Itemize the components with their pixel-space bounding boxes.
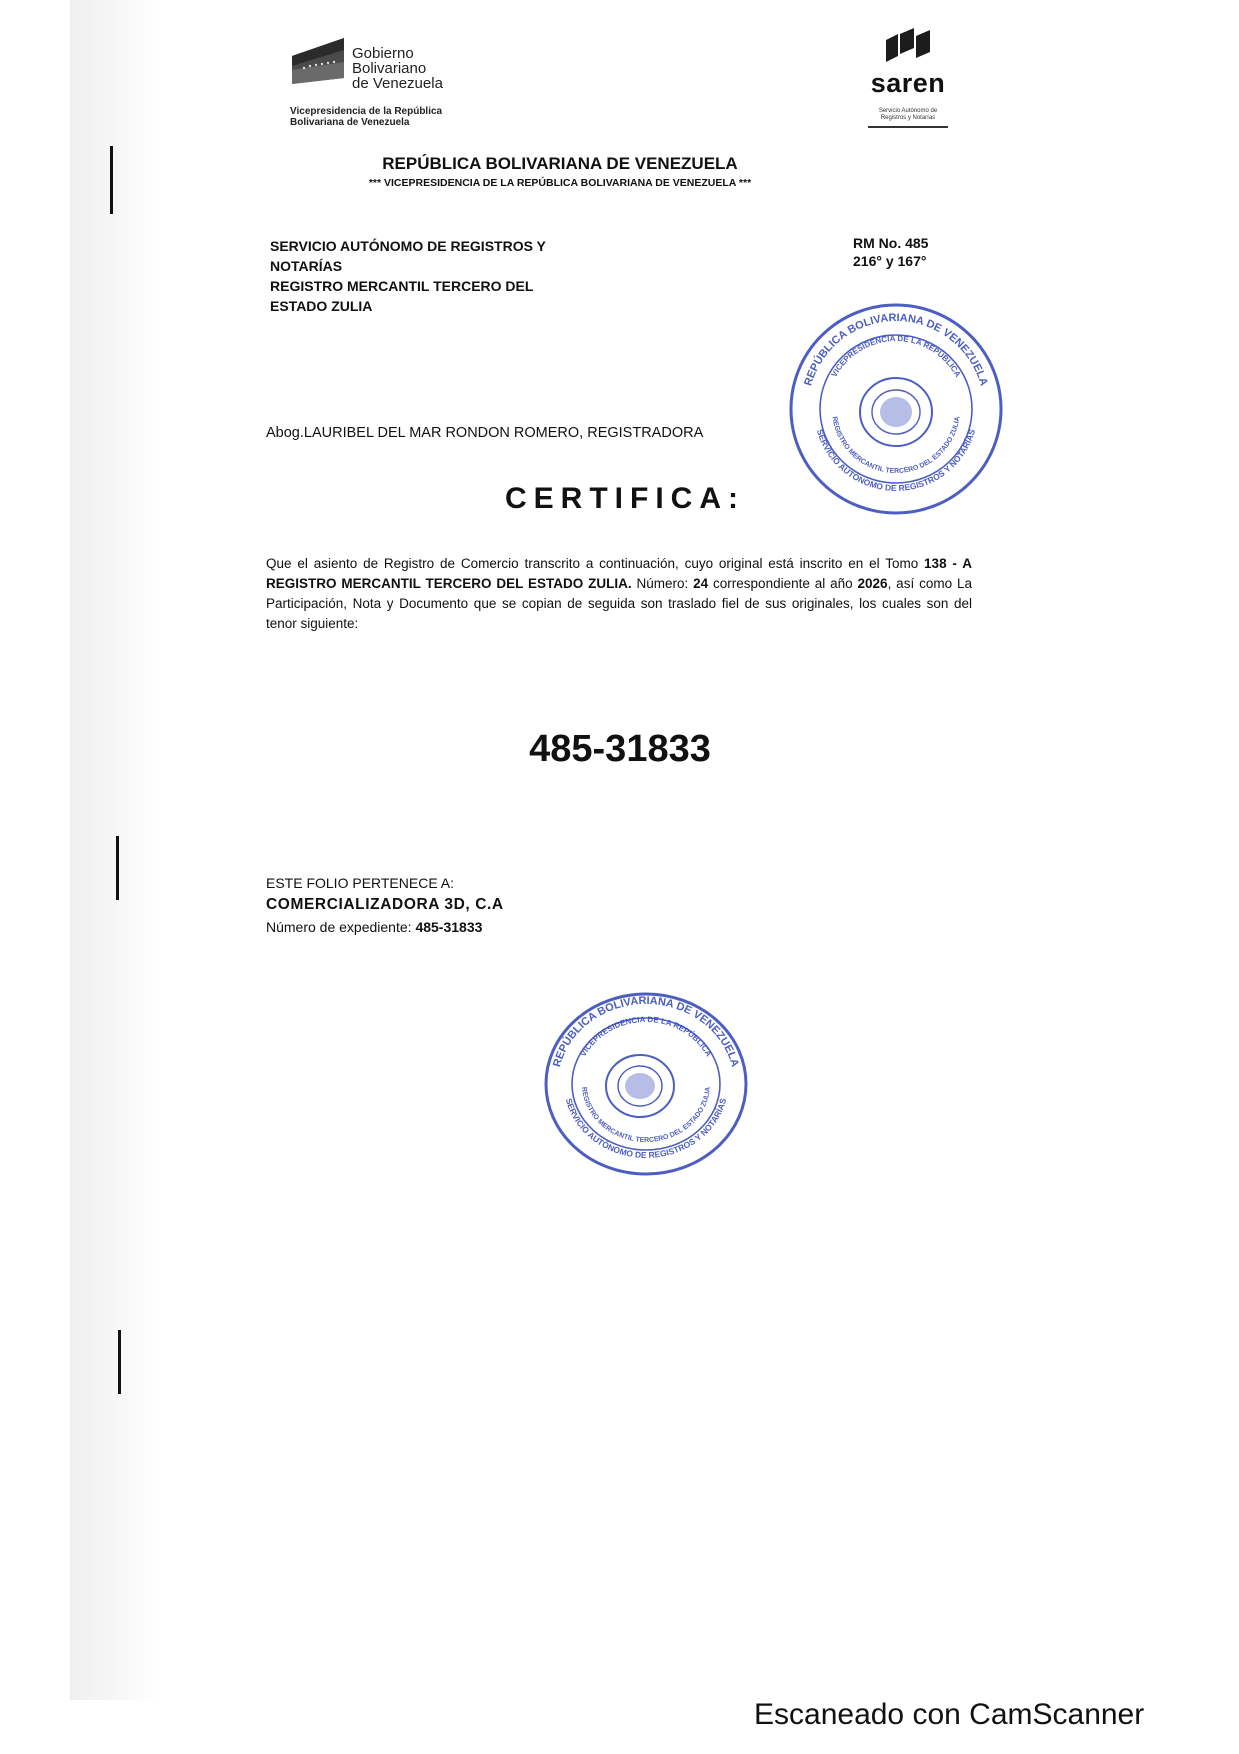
- paragraph-text: correspondiente al año: [708, 576, 858, 591]
- office-line: NOTARÍAS: [270, 258, 343, 274]
- binding-mark: [110, 146, 113, 214]
- seal-text-outer-bottom: SERVICIO AUTÓNOMO DE REGISTROS Y NOTARÍAS: [814, 428, 978, 494]
- office-line: REGISTRO MERCANTIL TERCERO DEL: [270, 278, 534, 294]
- vicepresidencia-logo-text: [290, 106, 442, 128]
- saren-logo-subtitle-line: Registros y Notarías: [880, 115, 936, 121]
- gobierno-logo-text: [352, 46, 443, 91]
- seal-text-outer-top: REPÚBLICA BOLIVARIANA DE VENEZUELA: [802, 311, 990, 388]
- saren-logo: [860, 26, 956, 136]
- seal-text-outer-top: REPÚBLICA BOLIVARIANA DE VENEZUELA: [551, 994, 741, 1069]
- registry-number: 24: [693, 576, 709, 591]
- saren-wordmark: saren: [870, 68, 946, 98]
- registry-year: 2026: [857, 576, 888, 591]
- rm-number: RM No. 485: [853, 235, 929, 251]
- seal-text-outer-bottom: SERVICIO AUTÓNOMO DE REGISTROS Y NOTARÍAS: [563, 1097, 729, 1161]
- certifica-heading: CERTIFICA:: [505, 482, 745, 515]
- flag-icon: [290, 34, 346, 88]
- registry-seal-stamp: [540, 988, 752, 1180]
- certification-paragraph: [266, 554, 972, 634]
- svg-text:VICEPRESIDENCIA DE LA REPÚBLIC: [579, 1015, 714, 1058]
- folio-block: [266, 872, 666, 938]
- reference-block: [853, 234, 963, 270]
- expediente-number: 485-31833: [415, 919, 483, 935]
- expediente-label: Número de expediente:: [266, 919, 416, 935]
- svg-text:REPÚBLICA BOLIVARIANA DE VENEZ: [551, 995, 741, 1068]
- folio-label: ESTE FOLIO PERTENECE A:: [266, 875, 455, 891]
- svg-text:REPÚBLICA BOLIVARIANA DE VENEZ: [802, 312, 989, 387]
- gobierno-logo-line: Gobierno: [352, 45, 414, 62]
- paragraph-text: , así como La Participación, Nota y Documento que se copian de seguida son traslado fiel de sus originales, los cuales son del tenor siguiente:: [266, 576, 972, 631]
- expediente-line: [266, 916, 666, 938]
- gobierno-logo-line: de Venezuela: [352, 75, 443, 92]
- republica-heading: REPÚBLICA BOLIVARIANA DE VENEZUELA: [382, 154, 738, 173]
- binding-mark: [118, 1330, 121, 1394]
- saren-logo-subtitle: [864, 108, 952, 122]
- file-number: 485-31833: [529, 728, 711, 770]
- svg-text:VICEPRESIDENCIA DE LA REPÚBLIC: [830, 334, 963, 379]
- gobierno-bolivariano-logo: [290, 26, 470, 134]
- office-line: ESTADO ZULIA: [270, 298, 373, 314]
- seal-text-inner-bottom: REGISTRO MERCANTIL TERCERO DEL ESTADO ZULIA: [830, 416, 962, 476]
- camscanner-watermark: Escaneado con CamScanner: [754, 1698, 1145, 1731]
- binding-mark: [116, 836, 119, 900]
- seal-text-inner-top: VICEPRESIDENCIA DE LA REPÚBLICA: [578, 1014, 714, 1059]
- saren-logo-subtitle-line: Servicio Autónomo de: [878, 108, 938, 114]
- seal-text-inner-top: VICEPRESIDENCIA DE LA REPÚBLICA: [829, 333, 963, 379]
- vicepresidencia-logo-line: Vicepresidencia de la República: [290, 106, 443, 117]
- company-name: COMERCIALIZADORA 3D, C.A: [266, 896, 504, 913]
- vicepresidencia-logo-line: Bolivariana de Venezuela: [290, 117, 410, 128]
- registrar-line: Abog.LAURIBEL DEL MAR RONDON ROMERO, REGISTRADORA: [266, 425, 704, 441]
- office-block: [270, 236, 630, 316]
- paragraph-text: Número:: [631, 576, 694, 591]
- registry-seal-stamp: [784, 298, 1008, 520]
- saren-emblem-icon: [884, 26, 932, 66]
- years-reference: 216° y 167°: [853, 253, 927, 269]
- seal-text-inner-bottom: REGISTRO MERCANTIL TERCERO DEL ESTADO ZULIA: [580, 1086, 712, 1145]
- page-shadow: [70, 0, 160, 1700]
- saren-logo-rule: [868, 126, 948, 128]
- tomo-reference: 138 - A REGISTRO MERCANTIL TERCERO DEL ESTADO ZULIA.: [266, 556, 972, 591]
- vicepresidencia-subheading: *** VICEPRESIDENCIA DE LA REPÚBLICA BOLIVARIANA DE VENEZUELA ***: [368, 177, 752, 189]
- gobierno-logo-line: Bolivariano: [352, 60, 427, 77]
- paragraph-text: Que el asiento de Registro de Comercio transcrito a continuación, cuyo original está inscrito en el Tomo: [266, 556, 925, 571]
- office-line: SERVICIO AUTÓNOMO DE REGISTROS Y: [270, 238, 546, 254]
